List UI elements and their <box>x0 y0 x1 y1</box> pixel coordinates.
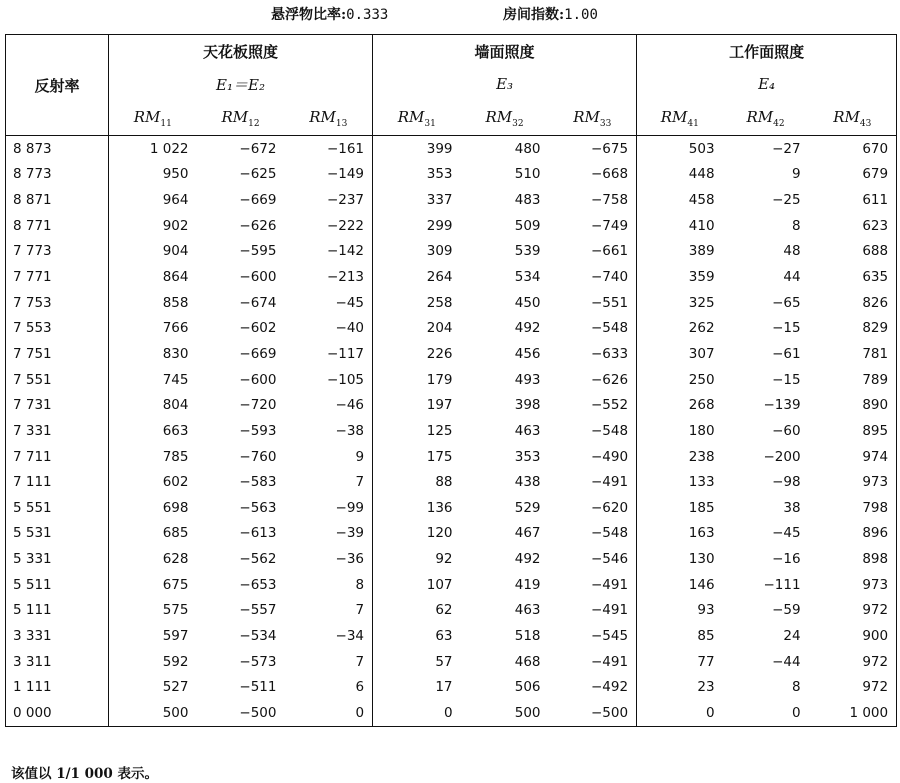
value-cell: −674 <box>239 294 277 311</box>
value-cell: −573 <box>239 653 277 670</box>
reflectance-cell: 8 871 <box>6 187 109 213</box>
value-cell: 185 <box>637 495 723 521</box>
suspension-ratio <box>271 4 388 24</box>
value-cell: 226 <box>373 341 461 367</box>
column-symbols-row <box>6 101 897 136</box>
value-cell: 766 <box>109 315 197 341</box>
column-header-base: RM <box>573 107 600 126</box>
value-cell: 299 <box>373 213 461 239</box>
value-cell: −139 <box>763 397 801 414</box>
value-cell: −675 <box>590 140 629 157</box>
value-cell: −491 <box>590 576 629 593</box>
value-cell: −34 <box>335 627 365 644</box>
value-cell: 438 <box>514 474 541 491</box>
value-cell: 781 <box>809 341 897 367</box>
value-cell: 17 <box>373 674 461 700</box>
value-cell: −38 <box>335 422 365 439</box>
value-cell: 468 <box>514 653 541 670</box>
value-cell: 902 <box>109 213 197 239</box>
value-cell: 7 <box>355 653 365 670</box>
column-header-subscript: 11 <box>160 118 172 129</box>
value-cell: 898 <box>809 546 897 572</box>
value-cell: 0 <box>723 700 809 726</box>
value-cell: −546 <box>590 551 629 568</box>
table-row <box>6 674 897 700</box>
value-cell: −672 <box>239 140 277 157</box>
value-cell: 6 <box>355 679 365 696</box>
reflectance-cell: 7 773 <box>6 239 109 265</box>
value-cell: −740 <box>590 269 629 286</box>
value-cell: −720 <box>239 397 277 414</box>
value-cell: 1 022 <box>109 136 197 162</box>
value-cell: 8 <box>355 576 365 593</box>
column-header-base: RM <box>133 107 161 126</box>
value-cell: −548 <box>590 320 629 337</box>
value-cell: 179 <box>373 367 461 393</box>
value-cell: −534 <box>239 627 277 644</box>
value-cell: −161 <box>326 140 365 157</box>
column-header-subscript: 13 <box>335 118 348 129</box>
value-cell: −511 <box>239 679 277 696</box>
value-cell: 480 <box>514 140 541 157</box>
value-cell: 0 <box>373 700 461 726</box>
value-cell: 675 <box>109 572 197 598</box>
value-cell: −492 <box>590 679 629 696</box>
value-cell: −27 <box>772 140 801 157</box>
value-cell: 63 <box>373 623 461 649</box>
value-cell: 197 <box>373 392 461 418</box>
value-cell: 175 <box>373 444 461 470</box>
value-cell: 789 <box>809 367 897 393</box>
value-cell: −65 <box>772 294 801 311</box>
value-cell: 890 <box>809 392 897 418</box>
value-cell: 448 <box>637 162 723 188</box>
table-row <box>6 444 897 470</box>
value-cell: 685 <box>109 521 197 547</box>
value-cell: −59 <box>772 602 801 619</box>
value-cell: 972 <box>809 649 897 675</box>
reflectance-cell: 5 331 <box>6 546 109 572</box>
value-cell: 456 <box>514 345 541 362</box>
value-cell: 250 <box>637 367 723 393</box>
value-cell: 635 <box>809 264 897 290</box>
value-cell: 309 <box>373 239 461 265</box>
column-header-base: RM <box>660 107 688 126</box>
value-cell: 688 <box>809 239 897 265</box>
column-header-rm41 <box>637 101 723 136</box>
group-symbol-workplane: E₄ <box>637 67 897 101</box>
value-cell: −500 <box>549 700 637 726</box>
value-cell: 353 <box>514 448 541 465</box>
value-cell: −222 <box>326 217 365 234</box>
value-cell: 325 <box>637 290 723 316</box>
row-header-reflectance: 反射率 <box>6 35 109 136</box>
value-cell: 492 <box>514 320 541 337</box>
column-header-subscript: 12 <box>248 118 260 129</box>
value-cell: 745 <box>109 367 197 393</box>
value-cell: 534 <box>514 269 541 286</box>
table-row <box>6 213 897 239</box>
value-cell: 950 <box>109 162 197 188</box>
table-header <box>6 35 897 136</box>
value-cell: 419 <box>514 576 541 593</box>
room-index-label: 房间指数: <box>503 7 565 23</box>
value-cell: 628 <box>109 546 197 572</box>
table-body <box>6 136 897 727</box>
value-cell: −98 <box>772 474 801 491</box>
value-cell: 679 <box>809 162 897 188</box>
value-cell: −548 <box>590 525 629 542</box>
value-cell: −36 <box>335 551 365 568</box>
value-cell: −500 <box>197 700 285 726</box>
value-cell: 133 <box>637 469 723 495</box>
value-cell: −668 <box>590 166 629 183</box>
value-cell: 663 <box>109 418 197 444</box>
value-cell: 539 <box>514 243 541 260</box>
value-cell: −626 <box>590 371 629 388</box>
group-title-ceiling: 天花板照度 <box>109 35 373 68</box>
reflectance-cell: 7 731 <box>6 392 109 418</box>
column-header-rm12 <box>197 101 285 136</box>
value-cell: −25 <box>772 192 801 209</box>
value-cell: 44 <box>783 269 801 286</box>
value-cell: 858 <box>109 290 197 316</box>
column-header-rm11 <box>109 101 197 136</box>
value-cell: 7 <box>355 474 365 491</box>
table-row <box>6 290 897 316</box>
value-cell: −600 <box>239 269 277 286</box>
value-cell: −40 <box>335 320 365 337</box>
value-cell: 463 <box>514 602 541 619</box>
table-row <box>6 623 897 649</box>
suspension-ratio-value: 0.333 <box>346 7 389 23</box>
value-cell: −602 <box>239 320 277 337</box>
value-cell: −548 <box>590 422 629 439</box>
reflectance-table <box>5 34 897 727</box>
value-cell: 410 <box>637 213 723 239</box>
table-parameters <box>0 0 900 28</box>
value-cell: −758 <box>590 192 629 209</box>
value-cell: −661 <box>590 243 629 260</box>
group-symbol-ceiling: E₁＝E₂ <box>109 67 373 101</box>
value-cell: 204 <box>373 315 461 341</box>
value-cell: 527 <box>109 674 197 700</box>
group-title-wall: 墙面照度 <box>373 35 637 68</box>
value-cell: −99 <box>335 499 365 516</box>
column-header-subscript: 31 <box>424 118 436 129</box>
value-cell: −595 <box>239 243 277 260</box>
value-cell: 163 <box>637 521 723 547</box>
column-header-base: RM <box>309 107 336 126</box>
value-cell: 972 <box>809 598 897 624</box>
column-header-subscript: 42 <box>773 118 785 129</box>
value-cell: −142 <box>326 243 365 260</box>
value-cell: 611 <box>809 187 897 213</box>
value-cell: −620 <box>590 499 629 516</box>
table-row <box>6 469 897 495</box>
value-cell: 48 <box>783 243 801 260</box>
value-cell: 7 <box>355 602 365 619</box>
value-cell: −593 <box>239 422 277 439</box>
value-cell: −491 <box>590 474 629 491</box>
column-header-rm33 <box>549 101 637 136</box>
value-cell: −613 <box>239 525 277 542</box>
value-cell: 337 <box>373 187 461 213</box>
value-cell: −491 <box>590 653 629 670</box>
footnote: 该值以 1/1 000 表示。 <box>11 766 158 782</box>
reflectance-cell: 1 111 <box>6 674 109 700</box>
value-cell: 125 <box>373 418 461 444</box>
reflectance-cell: 8 771 <box>6 213 109 239</box>
suspension-ratio-label: 悬浮物比率: <box>271 7 347 23</box>
room-index-value: 1.00 <box>564 7 598 23</box>
value-cell: 1 000 <box>809 700 897 726</box>
value-cell: −557 <box>239 602 277 619</box>
value-cell: 62 <box>373 598 461 624</box>
reflectance-cell: 8 773 <box>6 162 109 188</box>
value-cell: −149 <box>326 166 365 183</box>
group-symbol-wall: E₃ <box>373 67 637 101</box>
column-header-rm42 <box>723 101 809 136</box>
value-cell: 500 <box>109 700 197 726</box>
value-cell: 398 <box>514 397 541 414</box>
value-cell: 359 <box>637 264 723 290</box>
column-header-rm13 <box>285 101 373 136</box>
value-cell: −749 <box>590 217 629 234</box>
value-cell: −545 <box>590 627 629 644</box>
value-cell: −44 <box>772 653 801 670</box>
value-cell: 597 <box>109 623 197 649</box>
table-row <box>6 315 897 341</box>
value-cell: 785 <box>109 444 197 470</box>
column-header-subscript: 43 <box>859 118 872 129</box>
column-header-subscript: 33 <box>599 118 612 129</box>
value-cell: 896 <box>809 521 897 547</box>
column-header-base: RM <box>221 107 249 126</box>
value-cell: −213 <box>326 269 365 286</box>
value-cell: −39 <box>335 525 365 542</box>
reflectance-cell: 7 753 <box>6 290 109 316</box>
value-cell: 493 <box>514 371 541 388</box>
value-cell: 307 <box>637 341 723 367</box>
table-row <box>6 521 897 547</box>
value-cell: 804 <box>109 392 197 418</box>
value-cell: 864 <box>109 264 197 290</box>
value-cell: 399 <box>373 136 461 162</box>
value-cell: −633 <box>590 345 629 362</box>
value-cell: −653 <box>239 576 277 593</box>
value-cell: 973 <box>809 572 897 598</box>
value-cell: 698 <box>109 495 197 521</box>
value-cell: −117 <box>326 345 365 362</box>
value-cell: 509 <box>514 217 541 234</box>
value-cell: 8 <box>791 679 801 696</box>
value-cell: −491 <box>590 602 629 619</box>
reflectance-cell: 5 531 <box>6 521 109 547</box>
value-cell: −669 <box>239 345 277 362</box>
value-cell: 829 <box>809 315 897 341</box>
value-cell: 92 <box>373 546 461 572</box>
value-cell: 130 <box>637 546 723 572</box>
value-cell: 492 <box>514 551 541 568</box>
value-cell: 88 <box>373 469 461 495</box>
value-cell: −45 <box>335 294 365 311</box>
value-cell: 264 <box>373 264 461 290</box>
value-cell: −15 <box>772 320 801 337</box>
reflectance-cell: 5 111 <box>6 598 109 624</box>
value-cell: 77 <box>637 649 723 675</box>
value-cell: 830 <box>109 341 197 367</box>
table-row <box>6 187 897 213</box>
value-cell: −15 <box>772 371 801 388</box>
value-cell: 9 <box>791 166 801 183</box>
value-cell: 529 <box>514 499 541 516</box>
table-row <box>6 598 897 624</box>
value-cell: −45 <box>772 525 801 542</box>
table-row <box>6 264 897 290</box>
value-cell: 964 <box>109 187 197 213</box>
value-cell: −583 <box>239 474 277 491</box>
value-cell: −760 <box>239 448 277 465</box>
value-cell: 262 <box>637 315 723 341</box>
value-cell: −46 <box>335 397 365 414</box>
table-row <box>6 162 897 188</box>
value-cell: 23 <box>637 674 723 700</box>
reflectance-cell: 7 551 <box>6 367 109 393</box>
value-cell: −61 <box>772 345 801 362</box>
room-index <box>503 4 598 24</box>
value-cell: 120 <box>373 521 461 547</box>
value-cell: −16 <box>772 551 801 568</box>
value-cell: 500 <box>461 700 549 726</box>
value-cell: 670 <box>809 136 897 162</box>
table-row <box>6 418 897 444</box>
value-cell: −237 <box>326 192 365 209</box>
reflectance-cell: 3 311 <box>6 649 109 675</box>
value-cell: 9 <box>355 448 365 465</box>
table-row <box>6 341 897 367</box>
value-cell: 798 <box>809 495 897 521</box>
table-row <box>6 392 897 418</box>
value-cell: −562 <box>239 551 277 568</box>
reflectance-cell: 7 111 <box>6 469 109 495</box>
value-cell: 483 <box>514 192 541 209</box>
reflectance-cell: 7 751 <box>6 341 109 367</box>
reflectance-cell: 7 771 <box>6 264 109 290</box>
value-cell: −111 <box>763 576 801 593</box>
table-row <box>6 367 897 393</box>
reflectance-cell: 5 511 <box>6 572 109 598</box>
value-cell: 353 <box>373 162 461 188</box>
value-cell: −200 <box>763 448 801 465</box>
column-header-base: RM <box>397 107 425 126</box>
table-row <box>6 239 897 265</box>
reflectance-cell: 7 553 <box>6 315 109 341</box>
value-cell: 506 <box>514 679 541 696</box>
column-header-subscript: 32 <box>512 118 524 129</box>
group-title-workplane: 工作面照度 <box>637 35 897 68</box>
reflectance-cell: 3 331 <box>6 623 109 649</box>
column-header-rm43 <box>809 101 897 136</box>
value-cell: 458 <box>637 187 723 213</box>
reflectance-cell: 8 873 <box>6 136 109 162</box>
value-cell: −625 <box>239 166 277 183</box>
reflectance-cell: 5 551 <box>6 495 109 521</box>
value-cell: 602 <box>109 469 197 495</box>
value-cell: −669 <box>239 192 277 209</box>
value-cell: 575 <box>109 598 197 624</box>
column-header-subscript: 41 <box>687 118 699 129</box>
column-header-rm32 <box>461 101 549 136</box>
reflectance-cell: 7 711 <box>6 444 109 470</box>
value-cell: 24 <box>783 627 801 644</box>
value-cell: −105 <box>326 371 365 388</box>
value-cell: 85 <box>637 623 723 649</box>
value-cell: −600 <box>239 371 277 388</box>
value-cell: −552 <box>590 397 629 414</box>
value-cell: 592 <box>109 649 197 675</box>
table-row <box>6 546 897 572</box>
reflectance-cell: 7 331 <box>6 418 109 444</box>
value-cell: 389 <box>637 239 723 265</box>
value-cell: 467 <box>514 525 541 542</box>
value-cell: 136 <box>373 495 461 521</box>
value-cell: 972 <box>809 674 897 700</box>
value-cell: 258 <box>373 290 461 316</box>
table-row <box>6 700 897 726</box>
value-cell: 904 <box>109 239 197 265</box>
value-cell: 518 <box>514 627 541 644</box>
value-cell: 146 <box>637 572 723 598</box>
value-cell: 93 <box>637 598 723 624</box>
table-row <box>6 572 897 598</box>
value-cell: 107 <box>373 572 461 598</box>
table-row <box>6 649 897 675</box>
value-cell: 510 <box>514 166 541 183</box>
column-header-base: RM <box>485 107 513 126</box>
table-row <box>6 495 897 521</box>
value-cell: 973 <box>809 469 897 495</box>
value-cell: 38 <box>783 499 801 516</box>
value-cell: 450 <box>514 294 541 311</box>
column-header-base: RM <box>833 107 860 126</box>
value-cell: −551 <box>590 294 629 311</box>
value-cell: 895 <box>809 418 897 444</box>
value-cell: −490 <box>590 448 629 465</box>
column-header-base: RM <box>746 107 774 126</box>
value-cell: 463 <box>514 422 541 439</box>
value-cell: 8 <box>791 217 801 234</box>
value-cell: 0 <box>285 700 373 726</box>
value-cell: −563 <box>239 499 277 516</box>
value-cell: 623 <box>809 213 897 239</box>
value-cell: 900 <box>809 623 897 649</box>
value-cell: −626 <box>239 217 277 234</box>
table-row <box>6 136 897 162</box>
value-cell: 180 <box>637 418 723 444</box>
value-cell: 57 <box>373 649 461 675</box>
value-cell: 826 <box>809 290 897 316</box>
value-cell: −60 <box>772 422 801 439</box>
value-cell: 503 <box>637 136 723 162</box>
value-cell: 974 <box>809 444 897 470</box>
column-header-rm31 <box>373 101 461 136</box>
reflectance-cell: 0 000 <box>6 700 109 726</box>
value-cell: 238 <box>637 444 723 470</box>
value-cell: 0 <box>637 700 723 726</box>
value-cell: 268 <box>637 392 723 418</box>
